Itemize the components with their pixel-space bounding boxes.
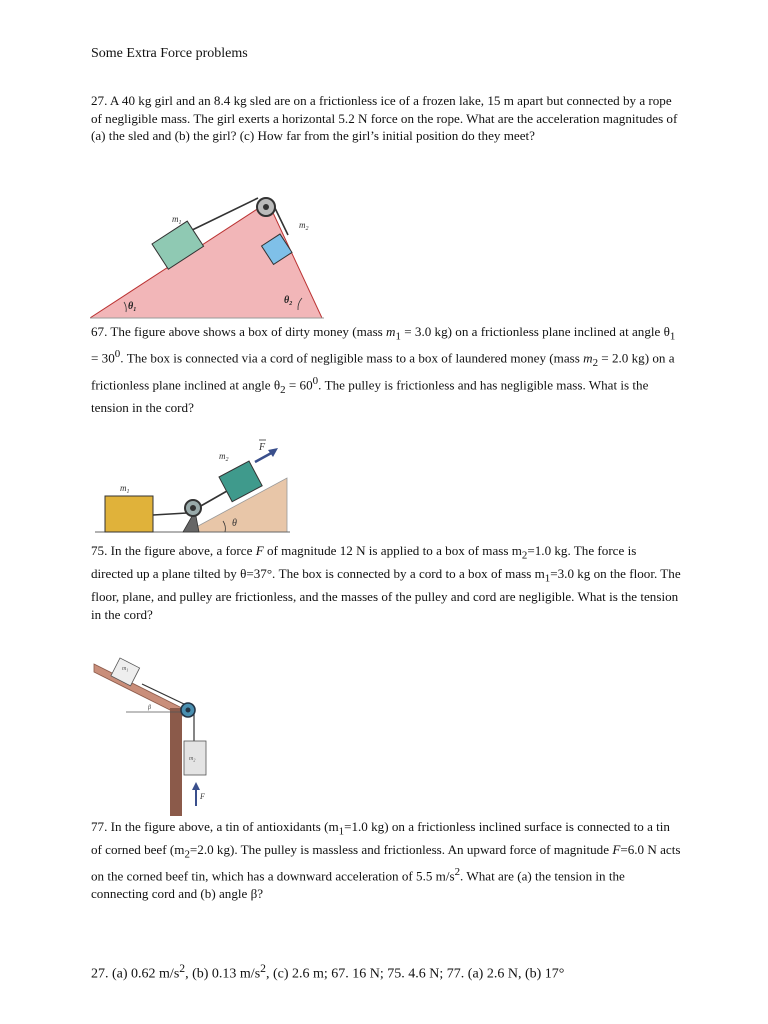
problem-67-text: 67. The figure above shows a box of dirty money (mass $m_1 = 3.0$ kg) on a frictionless plane inclined at angle $\theta_1 = 30^0$. The box is connected via a cord of negligible mass to a box of laundered money (mass $m_2 = 2.0$ kg) on a frictionless plane inclined at angle $\theta_2 = 60^0$. The pulley is frictionless and has negligible mass. What is the tension in the cord? xyxy=(91,324,676,416)
problem-77-text: 77. In the figure above, a tin of antioxidants ($m_1=1.0$ kg) on a frictionless inclined surface is connected to a tin of corned beef ($m_2=2.0$ kg). The pulley is massless and frictionless. An upward force of magnitude F=6.0 N acts on the corned beef tin, which has a downward acceleration of 5.5 $m/s^2$. What are (a) the tension in the connecting cord and (b) angle β? xyxy=(91,819,681,902)
label-F: F xyxy=(200,792,205,801)
answer-key: 27. (a) 0.62 $m/s^2$, (b) 0.13 $m/s^2$, (c) 2.6 m; 67. 16 N; 75. 4.6 N; 77. (a) 2.6 N, (b) 17° xyxy=(91,962,565,982)
label-m1: $m_1$ xyxy=(122,666,129,673)
box-m1 xyxy=(105,496,153,532)
label-m2: $m_2$ xyxy=(189,756,196,763)
label-m1: $m_1$ xyxy=(120,483,130,495)
figure-hanging-mass xyxy=(90,648,220,818)
cord-floor xyxy=(153,513,187,515)
label-theta1: $\theta_1$ xyxy=(128,301,137,313)
label-beta: β xyxy=(148,705,151,711)
problem-75-text: 75. In the figure above, a force F of magnitude 12 N is applied to a box of mass $m_2=1.0$ kg. The force is directed up a plane tilted by θ=37°. The box is connected by a cord to a box of mass $m_1=3.0$ kg on the floor. The floor, plane, and pulley are frictionless, and the masses of the pulley and cord are negligible. What is the tension in the cord? xyxy=(91,543,681,622)
label-theta: θ xyxy=(232,518,237,529)
label-theta2: $\theta_2$ xyxy=(284,295,293,307)
figure-double-incline xyxy=(90,190,330,320)
problem-27-text: 27. A 40 kg girl and an 8.4 kg sled are on a frictionless ice of a frozen lake, 15 m apart but connected by a rope of negligible mass. The girl exerts a horizontal 5.2 N force on the rope. What are the acceleration magnitudes of (a) the sled and (b) the girl? (c) How far from the girl’s initial position do they meet? xyxy=(91,93,678,144)
figure-floor-incline xyxy=(95,433,290,536)
label-m2: $m_2$ xyxy=(219,451,229,463)
label-m2: $m_2$ xyxy=(299,220,309,232)
cord-incline xyxy=(199,491,227,507)
label-m1: $m_1$ xyxy=(172,214,182,226)
page-title: Some Extra Force problems xyxy=(91,46,248,61)
label-F: F xyxy=(259,442,266,453)
support-pole xyxy=(170,708,182,816)
